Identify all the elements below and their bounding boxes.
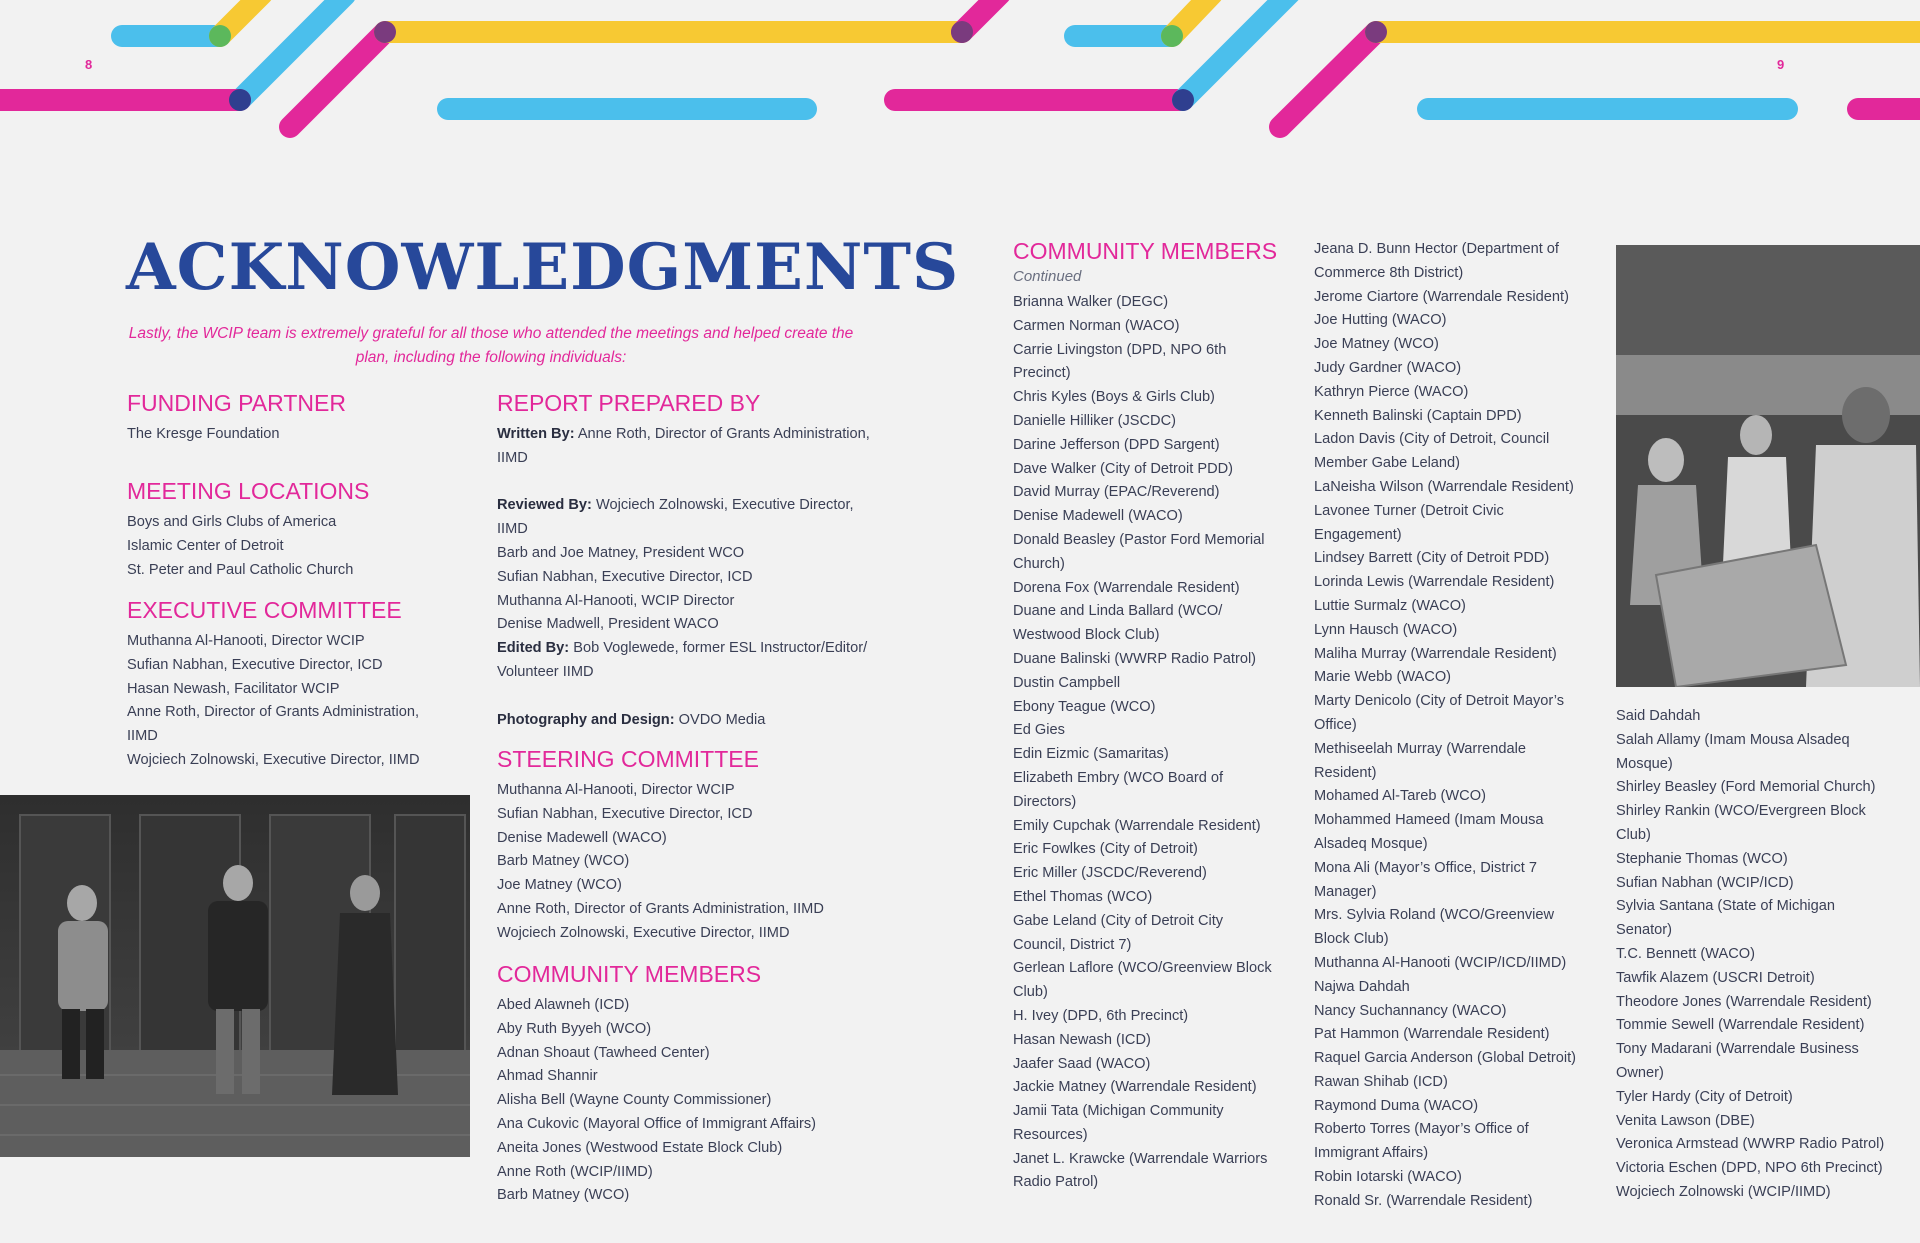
list-item: Denise Madewell (WACO) [497,829,667,846]
list-item: Muthanna Al-Hanooti, WCIP Director [497,592,735,609]
list-item: Club) [1013,984,1048,1001]
list-item: St. Peter and Paul Catholic Church [127,561,354,578]
list-item: Aby Ruth Byyeh (WCO) [497,1020,652,1037]
list-item: Najwa Dahdah [1314,978,1410,995]
list-item: Dave Walker (City of Detroit PDD) [1013,460,1234,477]
list-item: Stephanie Thomas (WCO) [1616,850,1788,867]
list-item: Boys and Girls Clubs of America [127,514,337,530]
list-item: Ahmad Shannir [497,1068,598,1085]
steering-committee-section [497,746,824,946]
page-number-right: 9 [1777,57,1785,72]
meeting-locations-heading: MEETING LOCATIONS [127,478,370,504]
list-item: Hasan Newash (ICD) [1013,1031,1151,1048]
written-by-label: Written By: [497,426,575,442]
funding-partner-section [127,390,346,447]
list-item: Maliha Murray (Warrendale Resident) [1314,645,1557,662]
list-item: Anne Roth, Director of Grants Administration, [127,704,420,721]
list-item: Duane and Linda Ballard (WCO/ [1013,603,1223,620]
list-item: David Murray (EPAC/Reverend) [1013,484,1220,501]
list-item: Salah Allamy (Imam Mousa Alsadeq [1616,731,1850,748]
list-item: Marie Webb (WACO) [1314,669,1452,686]
list-item: Kathryn Pierce (WACO) [1314,383,1469,400]
reviewed-by-text: Wojciech Zolnowski, Executive Director, [591,497,854,514]
reviewers-list [497,542,907,637]
list-item: Elizabeth Embry (WCO Board of [1013,769,1224,786]
steering-committee-heading: STEERING COMMITTEE [497,746,759,772]
list-item: Shirley Rankin (WCO/Evergreen Block [1616,803,1866,820]
list-item: Radio Patrol) [1013,1174,1099,1191]
list-item: Shirley Beasley (Ford Memorial Church) [1616,779,1876,796]
list-item: Sufian Nabhan (WCIP/ICD) [1616,874,1794,891]
written-by-text: Anne Roth, Director of Grants Administration, [574,426,870,442]
list-item: Alsadeq Mosque) [1314,835,1428,852]
meeting-locations-section [127,478,369,582]
reviewed-by-text-cont: IIMD [497,521,528,538]
list-item: Alisha Bell (Wayne County Commissioner) [497,1092,772,1109]
list-item: LaNeisha Wilson (Warrendale Resident) [1314,478,1574,495]
list-item: Joe Matney (WCO) [497,877,622,894]
list-item: Robin Iotarski (WACO) [1314,1169,1462,1186]
list-item: Owner) [1616,1064,1664,1081]
list-item: Muthanna Al-Hanooti, Director WCIP [127,633,365,649]
list-item: Wojciech Zolnowski, Executive Director, IIMD [127,751,420,768]
list-item: Sufian Nabhan, Executive Director, ICD [497,568,753,585]
list-item: Engagement) [1314,526,1402,543]
list-item: Joe Matney (WCO) [1314,336,1439,353]
list-item: Ladon Davis (City of Detroit, Council [1314,431,1550,448]
community-members-continued-list [1013,291,1303,1195]
photography-line [497,709,907,733]
list-item: Emily Cupchak (Warrendale Resident) [1013,817,1261,834]
list-item: Islamic Center of Detroit [127,537,284,554]
steering-committee-list [497,779,824,946]
list-item: Judy Gardner (WACO) [1314,359,1462,376]
list-item: Lynn Hausch (WACO) [1314,621,1458,638]
list-item: Mona Ali (Mayor’s Office, District 7 [1314,859,1538,876]
list-item: Barb and Joe Matney, President WCO [497,544,745,561]
list-item: Carrie Livingston (DPD, NPO 6th [1013,341,1227,358]
list-item: Eric Miller (JSCDC/Reverend) [1013,865,1207,882]
photography-text: OVDO Media [674,711,766,728]
list-item: Methiseelah Murray (Warrendale [1314,740,1526,757]
edited-by-label: Edited By: [497,640,570,657]
list-item: Westwood Block Club) [1013,627,1160,644]
list-item: Dustin Campbell [1013,674,1121,691]
list-item: Gabe Leland (City of Detroit City [1013,912,1224,929]
community-members-list-3 [1314,238,1604,1214]
community-members-list [497,994,816,1208]
list-item: T.C. Bennett (WACO) [1616,945,1755,962]
list-item: Nancy Suchannancy (WACO) [1314,1002,1507,1019]
list-item: Danielle Hilliker (JSCDC) [1013,412,1176,429]
list-item: Tony Madarani (Warrendale Business [1616,1041,1859,1058]
list-item: Muthanna Al-Hanooti (WCIP/ICD/IIMD) [1314,954,1567,971]
list-item: Jaafer Saad (WACO) [1013,1055,1151,1072]
list-item: IIMD [127,728,158,745]
list-item: Luttie Surmalz (WACO) [1314,597,1466,614]
edited-by-line [497,637,907,685]
list-item: Janet L. Krawcke (Warrendale Warriors [1013,1150,1268,1167]
list-item: Denise Madewell (WACO) [1013,508,1183,525]
executive-committee-heading: EXECUTIVE COMMITTEE [127,597,402,623]
edited-by-text-cont: Volunteer IIMD [497,663,594,680]
intro-text: Lastly, the WCIP team is extremely grateful for all those who attended the meetings and helped create the plan, including the following individuals: [128,325,854,366]
list-item: Ebony Teague (WCO) [1013,698,1156,715]
list-item: Ana Cukovic (Mayoral Office of Immigrant Affairs) [497,1115,817,1132]
continued-subheading: Continued [1013,268,1082,285]
list-item: Ronald Sr. (Warrendale Resident) [1314,1192,1533,1209]
community-members-list-4 [1616,705,1916,1205]
community-members-column-3 [1314,238,1604,1214]
list-item: Jerome Ciartore (Warrendale Resident) [1314,288,1569,305]
reviewed-by-label: Reviewed By: [497,497,592,514]
list-item: Jackie Matney (Warrendale Resident) [1013,1079,1257,1096]
list-item: Member Gabe Leland) [1314,455,1461,472]
list-item: Gerlean Laflore (WCO/Greenview Block [1013,960,1272,977]
list-item: Mohammed Hameed (Imam Mousa [1314,812,1544,829]
list-item: Denise Madwell, President WACO [497,616,719,633]
list-item: Anne Roth, Director of Grants Administration, IIMD [497,900,824,917]
list-item: Lavonee Turner (Detroit Civic [1314,502,1504,519]
list-item: Senator) [1616,922,1672,939]
garden-photo [1616,245,1920,687]
group-photo-mosque [0,795,470,1157]
list-item: Mosque) [1616,755,1673,772]
list-item: Council, District 7) [1013,936,1132,953]
list-item: Church) [1013,555,1065,572]
list-item: Hasan Newash, Facilitator WCIP [127,680,340,697]
list-item: Donald Beasley (Pastor Ford Memorial [1013,531,1265,548]
list-item: Aneita Jones (Westwood Estate Block Club) [497,1139,783,1156]
list-item: Eric Fowlkes (City of Detroit) [1013,841,1198,858]
list-item: Jeana D. Bunn Hector (Department of [1314,241,1559,257]
list-item: Manager) [1314,883,1377,900]
list-item: Tommie Sewell (Warrendale Resident) [1616,1017,1865,1034]
list-item: Sylvia Santana (State of Michigan [1616,898,1836,915]
list-item: Anne Roth (WCIP/IIMD) [497,1163,653,1180]
list-item: The Kresge Foundation [127,426,280,442]
list-item: Duane Balinski (WWRP Radio Patrol) [1013,650,1257,667]
page-title: ACKNOWLEDGMENTS [126,230,960,305]
reviewed-by-line [497,494,907,542]
decorative-stripe-graphic [0,0,1920,150]
page-number-left: 8 [85,57,93,72]
list-item: Directors) [1013,793,1077,810]
written-by-text-cont: IIMD [497,449,528,466]
list-item: Brianna Walker (DEGC) [1013,294,1169,310]
list-item: H. Ivey (DPD, 6th Precinct) [1013,1007,1189,1024]
list-item: Lindsey Barrett (City of Detroit PDD) [1314,550,1550,567]
list-item: Club) [1616,826,1651,843]
list-item: Barb Matney (WCO) [497,1187,630,1204]
list-item: Abed Alawneh (ICD) [497,997,630,1013]
community-members-column-4 [1616,705,1916,1205]
list-item: Said Dahdah [1616,708,1701,724]
executive-committee-section [127,597,420,773]
list-item: Kenneth Balinski (Captain DPD) [1314,407,1522,424]
list-item: Block Club) [1314,931,1389,948]
list-item: Marty Denicolo (City of Detroit Mayor’s [1314,693,1565,710]
garden-photo-image [1616,245,1920,687]
funding-partner-heading: FUNDING PARTNER [127,390,346,416]
edited-by-text: Bob Voglewede, former ESL Instructor/Editor/ [569,640,868,657]
list-item: Pat Hammon (Warrendale Resident) [1314,1026,1550,1043]
list-item: Veronica Armstead (WWRP Radio Patrol) [1616,1136,1885,1153]
list-item: Tawfik Alazem (USCRI Detroit) [1616,969,1815,986]
report-prepared-section [497,390,907,732]
list-item: Darine Jefferson (DPD Sargent) [1013,436,1220,453]
list-item: Resident) [1314,764,1377,781]
list-item: Dorena Fox (Warrendale Resident) [1013,579,1240,596]
list-item: Precinct) [1013,365,1071,382]
community-members-heading: COMMUNITY MEMBERS [497,961,762,987]
list-item: Theodore Jones (Warrendale Resident) [1616,993,1872,1010]
list-item: Adnan Shoaut (Tawheed Center) [497,1044,710,1061]
list-item: Victoria Eschen (DPD, NPO 6th Precinct) [1616,1160,1883,1177]
list-item: Mrs. Sylvia Roland (WCO/Greenview [1314,907,1555,924]
list-item: Lorinda Lewis (Warrendale Resident) [1314,574,1555,591]
list-item: Mohamed Al-Tareb (WCO) [1314,788,1486,805]
list-item: Resources) [1013,1126,1088,1143]
list-item: Edin Eizmic (Samaritas) [1013,746,1169,763]
community-members-continued-section [1013,238,1303,1195]
list-item: Tyler Hardy (City of Detroit) [1616,1088,1793,1105]
list-item: Jamii Tata (Michigan Community [1013,1103,1224,1120]
executive-committee-list [127,630,420,773]
meeting-locations-list [127,511,369,582]
report-prepared-heading: REPORT PREPARED BY [497,390,761,416]
list-item: Sufian Nabhan, Executive Director, ICD [127,656,383,673]
list-item: Joe Hutting (WACO) [1314,312,1447,329]
list-item: Muthanna Al-Hanooti, Director WCIP [497,782,735,798]
list-item: Chris Kyles (Boys & Girls Club) [1013,389,1215,406]
list-item: Ed Gies [1013,722,1065,739]
list-item: Sufian Nabhan, Executive Director, ICD [497,805,753,822]
community-members-section [497,961,816,1208]
list-item: Roberto Torres (Mayor’s Office of [1314,1121,1529,1138]
written-by-line [497,423,907,471]
list-item: Rawan Shihab (ICD) [1314,1073,1448,1090]
list-item: Wojciech Zolnowski (WCIP/IIMD) [1616,1183,1831,1200]
list-item: Ethel Thomas (WCO) [1013,888,1153,905]
list-item: Raquel Garcia Anderson (Global Detroit) [1314,1050,1577,1067]
list-item: Venita Lawson (DBE) [1616,1112,1755,1129]
list-item: Wojciech Zolnowski, Executive Director, IIMD [497,924,790,941]
group-photo-image [0,795,470,1157]
list-item: Raymond Duma (WACO) [1314,1097,1479,1114]
list-item: Commerce 8th District) [1314,264,1464,281]
list-item: Barb Matney (WCO) [497,853,630,870]
community-members-continued-heading: COMMUNITY MEMBERS [1013,238,1278,264]
funding-partner-list [127,423,346,447]
photography-label: Photography and Design: [497,711,675,728]
list-item: Office) [1314,716,1357,733]
list-item: Immigrant Affairs) [1314,1145,1429,1162]
list-item: Carmen Norman (WACO) [1013,317,1180,334]
